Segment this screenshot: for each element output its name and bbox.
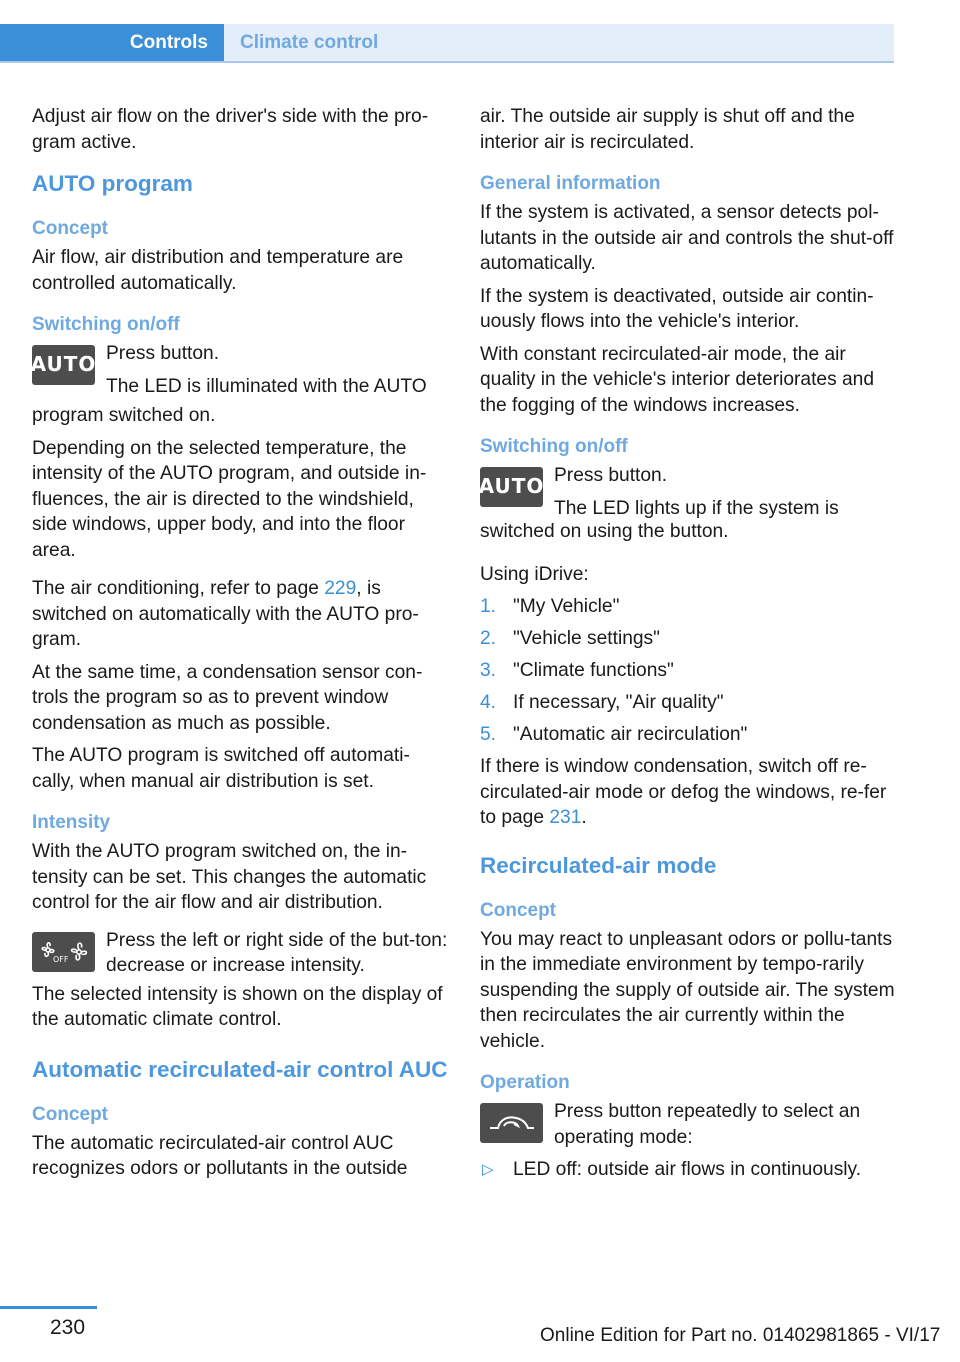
recirc-button-block xyxy=(480,1099,896,1157)
tab-controls[interactable]: Controls xyxy=(0,24,224,62)
ac-text: The air conditioning, refer to page xyxy=(32,578,325,599)
auc-paragraph: The automatic recirculated-air control AUC recognizes odors or pollutants in the outside xyxy=(32,1132,408,1179)
led-text-rest: program switched on. xyxy=(32,405,216,426)
list-item xyxy=(480,722,896,748)
step-number: 1. xyxy=(480,596,497,617)
press-button-text-2: Press button. xyxy=(554,465,668,486)
intensity-paragraph: With the AUTO program switched on, the in‐tensity can be set. This changes the automatic control for the air flow and air distribution. xyxy=(32,841,427,913)
svg-text:OFF: OFF xyxy=(52,954,68,964)
step-number: 2. xyxy=(480,628,497,649)
step-text: "My Vehicle" xyxy=(513,596,620,617)
list-item xyxy=(480,690,896,716)
intensity-shown-paragraph: The selected intensity is shown on the display of the automatic climate control. xyxy=(32,983,443,1030)
condensation-paragraph xyxy=(480,754,896,831)
general-paragraph-1: If the system is activated, a sensor detects pol‐lutants in the outside air and controls the shut‐off automatically. xyxy=(480,202,894,274)
auto-button-icon: AUTO xyxy=(32,345,95,385)
auto-button-block xyxy=(32,341,448,405)
step-number: 4. xyxy=(480,692,497,713)
same-time-paragraph: At the same time, a condensation sensor con‐trols the program so as to prevent window condensation as much as possible. xyxy=(32,661,423,734)
heading-switching: Switching on/off xyxy=(32,314,180,335)
intensity-button-block xyxy=(32,928,448,982)
heading-concept-2: Concept xyxy=(32,1103,108,1125)
heading-recirculated-air: Recirculated-air mode xyxy=(480,852,717,878)
recirc-paragraph: You may react to unpleasant odors or pollu‐tants in the immediate environment by tempo‐rarily suspending the supply of outside air. The system then recirculates the air currently within the vehicle. xyxy=(480,928,895,1052)
recirc-button-icon xyxy=(480,1103,543,1143)
idrive-steps-list xyxy=(480,594,896,748)
intensity-button-icon xyxy=(32,932,95,972)
auto-button-icon-2: AUTO xyxy=(480,467,543,507)
list-item xyxy=(480,1157,896,1183)
concept-paragraph: Air flow, air distribution and temperature are controlled automatically. xyxy=(32,247,404,294)
operation-text: Press button repeatedly to select an operating mode: xyxy=(554,1101,861,1148)
led-text-first: The LED is illuminated with the AUTO xyxy=(106,375,427,397)
page-number: 230 xyxy=(50,1316,86,1339)
heading-concept: Concept xyxy=(32,218,108,239)
led-text-2: switched on using the button. xyxy=(480,521,729,542)
general-paragraph-3: With constant recirculated-air mode, the air quality in the vehicle's interior deteriorates and the fogging of the windows increases. xyxy=(480,343,875,416)
heading-operation: Operation xyxy=(480,1072,570,1093)
step-text: "Climate functions" xyxy=(513,660,674,681)
tab-climate-control[interactable]: Climate control xyxy=(224,24,894,62)
heading-auc: Automatic recirculated-air control AUC xyxy=(32,1056,448,1082)
left-column xyxy=(32,104,448,1189)
recirculation-icon xyxy=(486,1109,538,1137)
edition-note: Online Edition for Part no. 01402981865 - VI/17 xyxy=(540,1325,941,1346)
page-link-231[interactable]: 231 xyxy=(549,807,582,828)
heading-auto-program: AUTO program xyxy=(32,171,193,196)
ac-paragraph xyxy=(32,576,448,653)
step-text: "Vehicle settings" xyxy=(513,628,660,649)
fan-intensity-icon xyxy=(37,938,91,966)
ac-text-post: , is switched on automatically with the AUTO pro‐gram. xyxy=(32,578,419,650)
led-text xyxy=(32,403,448,429)
using-idrive: Using iDrive: xyxy=(480,563,589,585)
depending-paragraph: Depending on the selected temperature, the intensity of the AUTO program, and outside in‐fluences, the air is directed to the windshield, side windows, upper body, and into the floor area. xyxy=(32,437,427,561)
heading-intensity: Intensity xyxy=(32,812,111,833)
triangle-bullet-icon: ▷ xyxy=(482,1161,494,1178)
step-text: "Automatic air recirculation" xyxy=(513,724,748,745)
bullet-text: LED off: outside air flows in continuously. xyxy=(513,1159,862,1180)
continuation-paragraph: air. The outside air supply is shut off and the interior air is recirculated. xyxy=(480,106,855,153)
intensity-button-text: Press the left or right side of the but‐ton: decrease or increase intensity. xyxy=(106,929,448,976)
step-text: If necessary, "Air quality" xyxy=(513,692,724,713)
intro-paragraph: Adjust air flow on the driver's side with the pro‐gram active. xyxy=(32,106,429,153)
list-item xyxy=(480,626,896,652)
condensation-text: If there is window condensation, switch off re‐circulated-air mode or defog the windows, re‐fer to page xyxy=(480,756,887,828)
header-divider xyxy=(0,61,894,63)
footer-accent-line xyxy=(0,1306,97,1309)
right-column xyxy=(480,104,896,1189)
page-link-229[interactable]: 229 xyxy=(324,578,357,599)
switched-off-paragraph: The AUTO program is switched off automati‐cally, when manual air distribution is set. xyxy=(32,745,410,792)
general-paragraph-2: If the system is deactivated, outside air contin‐uously flows into the vehicle's interior. xyxy=(480,285,874,332)
list-item xyxy=(480,658,896,684)
step-number: 3. xyxy=(480,660,497,681)
heading-switching-2: Switching on/off xyxy=(480,436,628,457)
operation-bullets xyxy=(480,1157,896,1183)
heading-general-information: General information xyxy=(480,173,661,194)
list-item xyxy=(480,594,896,620)
press-button-text: Press button. xyxy=(106,343,220,364)
auto-button-block-2 xyxy=(480,463,896,521)
led-text-2-first: The LED lights up if the system is xyxy=(554,497,839,519)
heading-concept-3: Concept xyxy=(480,899,556,921)
step-number: 5. xyxy=(480,724,497,745)
condensation-text-post: . xyxy=(581,807,587,828)
